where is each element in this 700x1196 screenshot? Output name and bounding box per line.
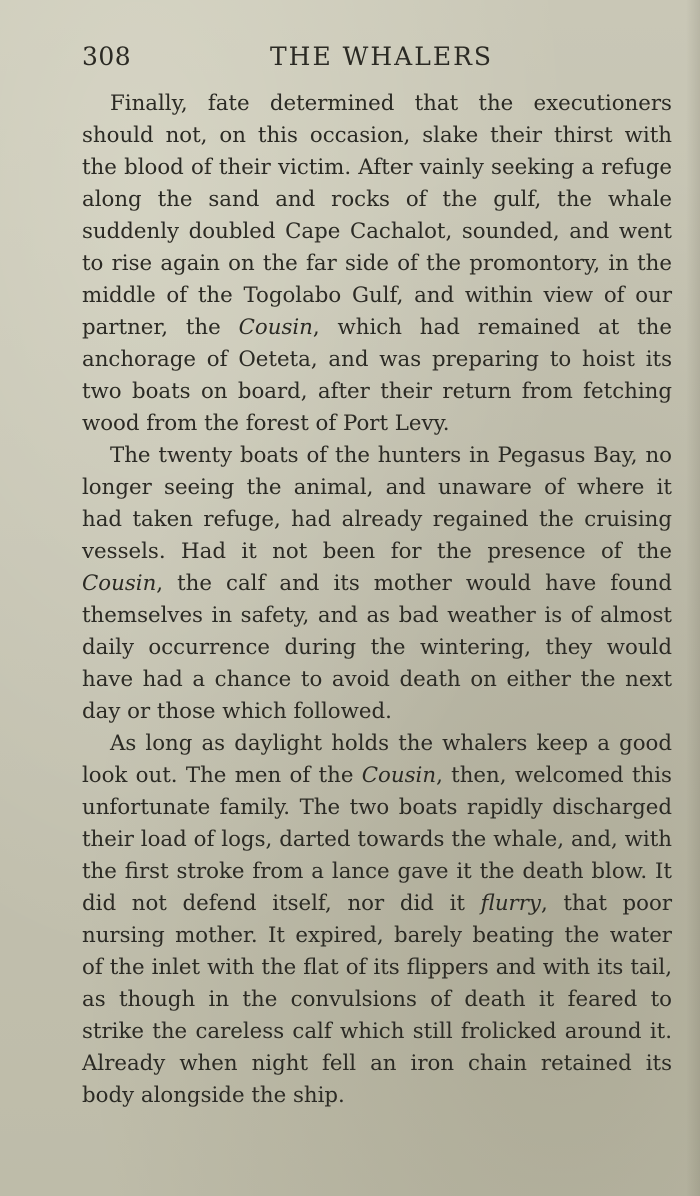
running-title: THE WHALERS	[270, 42, 494, 71]
text-segment: , that poor nursing mother. It expired, barely beating the water of the inlet with the flat of its flippers and with its tail, as though in the convulsions of death it feared to strike the careless calf which still frolicked around it. Already when night fell an iron chain retained its body alongside the ship.	[82, 891, 673, 1108]
text-segment: As long as daylight holds the whalers keep a good look out. The men of the	[82, 731, 672, 788]
paragraph	[82, 728, 672, 1112]
text-segment: , the calf and its mother would have found themselves in safety, and as bad weather is of almost daily occurrence during the wintering, they would have had a chance to avoid death on either the next day or those which followed.	[82, 571, 672, 724]
text-segment: , then, welcomed this unfortunate family. The two boats rapidly discharged their load of logs, darted towards the whale, and, with the first stroke from a lance gave it the death blow. It did not defend itself, nor did it	[82, 763, 672, 916]
body-text	[82, 88, 672, 1112]
text-segment: The twenty boats of the hunters in Pegasus Bay, no longer seeing the animal, and unaware of where it had taken refuge, had already regained the cruising vessels. Had it not been for the presence of the	[82, 443, 672, 564]
paragraph	[82, 440, 672, 728]
text-segment: , which had remained at the anchorage of Oeteta, and was preparing to hoist its two boats on board, after their return from fetching wood from the forest of Port Levy.	[82, 315, 673, 436]
running-head	[82, 40, 622, 76]
page-number: 308	[82, 42, 132, 71]
ship-name: Cousin	[238, 315, 313, 340]
italic-term: flurry	[480, 891, 541, 916]
page-edge-shadow	[686, 0, 700, 1196]
ship-name: Cousin	[82, 571, 157, 596]
text-segment: Finally, fate determined that the executioners should not, on this occasion, slake their thirst with the blood of their victim. After vainly seeking a refuge along the sand and rocks of the gulf, the whale suddenly doubled Cape Cachalot, sounded, and went to rise again on the far side of the promontory, in the middle of the Togolabo Gulf, and within view of our partner, the	[82, 91, 672, 340]
paragraph	[82, 88, 672, 440]
ship-name: Cousin	[361, 763, 437, 788]
